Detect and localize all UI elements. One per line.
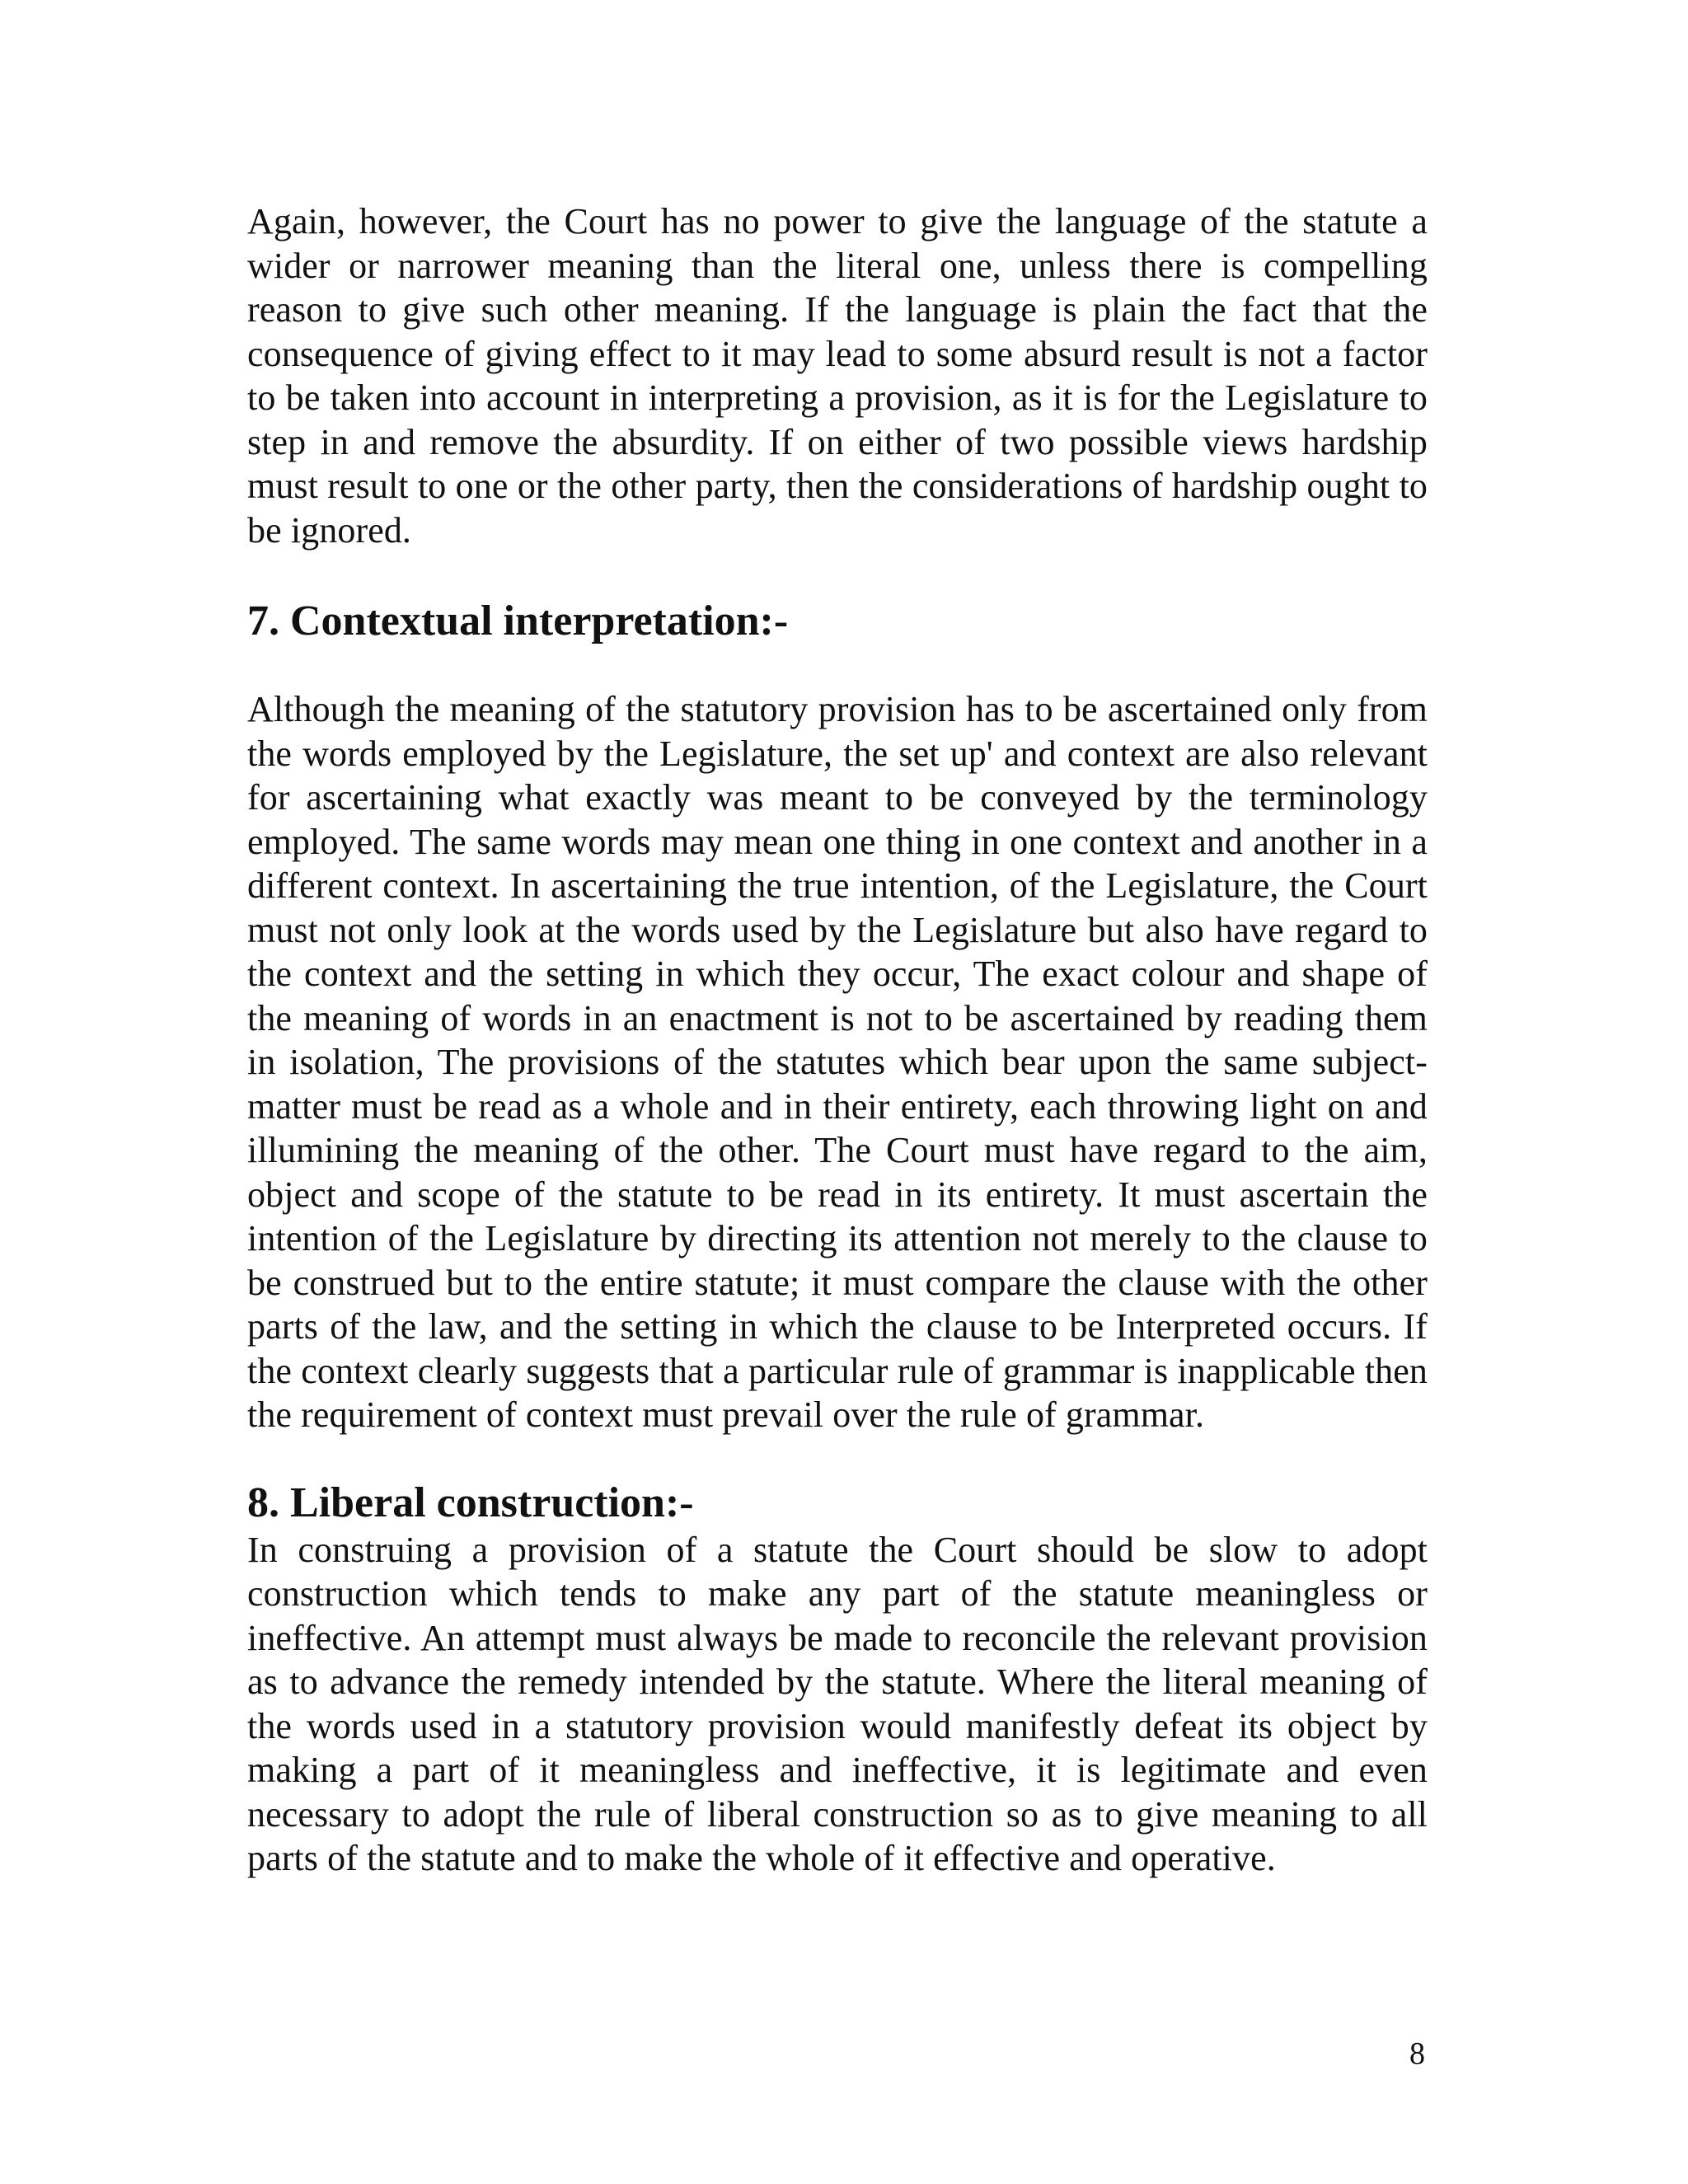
section-body-contextual-interpretation: Although the meaning of the statutory provision has to be ascertained only from the words employed by the Legislature, the set up' and context are also relevant for ascertaining what exactly was meant to be conveyed by the terminology employed. The same words may mean one thing in one context and another in a different context. In ascertaining the true intention, of the Legislature, the Court must not only look at the words used by the Legislature but also have regard to the context and the setting in which they occur, The exact colour and shape of the meaning of words in an enactment is not to be ascertained by reading them in isolation, The provisions of the statutes which bear upon the same subject-matter must be read as a whole and in their entirety, each throwing light on and illumining the meaning of the other. The Court must have regard to the aim, object and scope of the statute to be read in its entirety. It must ascertain the intention of the Legislature by directing its attention not merely to the clause to be construed but to the entire statute; it must compare the clause with the other parts of the law, and the setting in which the clause to be Interpreted occurs. If the context clearly suggests that a particular rule of grammar is inapplicable then the requirement of context must prevail over the rule of grammar.	[247, 689, 1428, 1435]
page-content	[247, 199, 1428, 1881]
section-heading-liberal-construction: 8. Liberal construction:-	[247, 1479, 694, 1526]
intro-paragraph: Again, however, the Court has no power to give the language of the statute a wider or narrower meaning than the literal one, unless there is compelling reason to give such other meaning. If the language is plain the fact that the consequence of giving effect to it may lead to some absurd result is not a factor to be taken into account in interpreting a provision, as it is for the Legislature to step in and remove the absurdity. If on either of two possible views hardship must result to one or the other party, then the considerations of hardship ought to be ignored.	[247, 201, 1428, 551]
section-body-liberal-construction: In construing a provision of a statute the Court should be slow to adopt construction which tends to make any part of the statute meaningless or ineffective. An attempt must always be made to reconcile the relevant provision as to advance the remedy intended by the statute. Where the literal meaning of the words used in a statutory provision would manifestly defeat its object by making a part of it meaningless and ineffective, it is legitimate and even necessary to adopt the rule of liberal construction so as to give meaning to all parts of the statute and to make the whole of it effective and operative.	[247, 1529, 1428, 1878]
page-number: 8	[1409, 2036, 1425, 2071]
section-heading-contextual-interpretation: 7. Contextual interpretation:-	[247, 598, 789, 644]
